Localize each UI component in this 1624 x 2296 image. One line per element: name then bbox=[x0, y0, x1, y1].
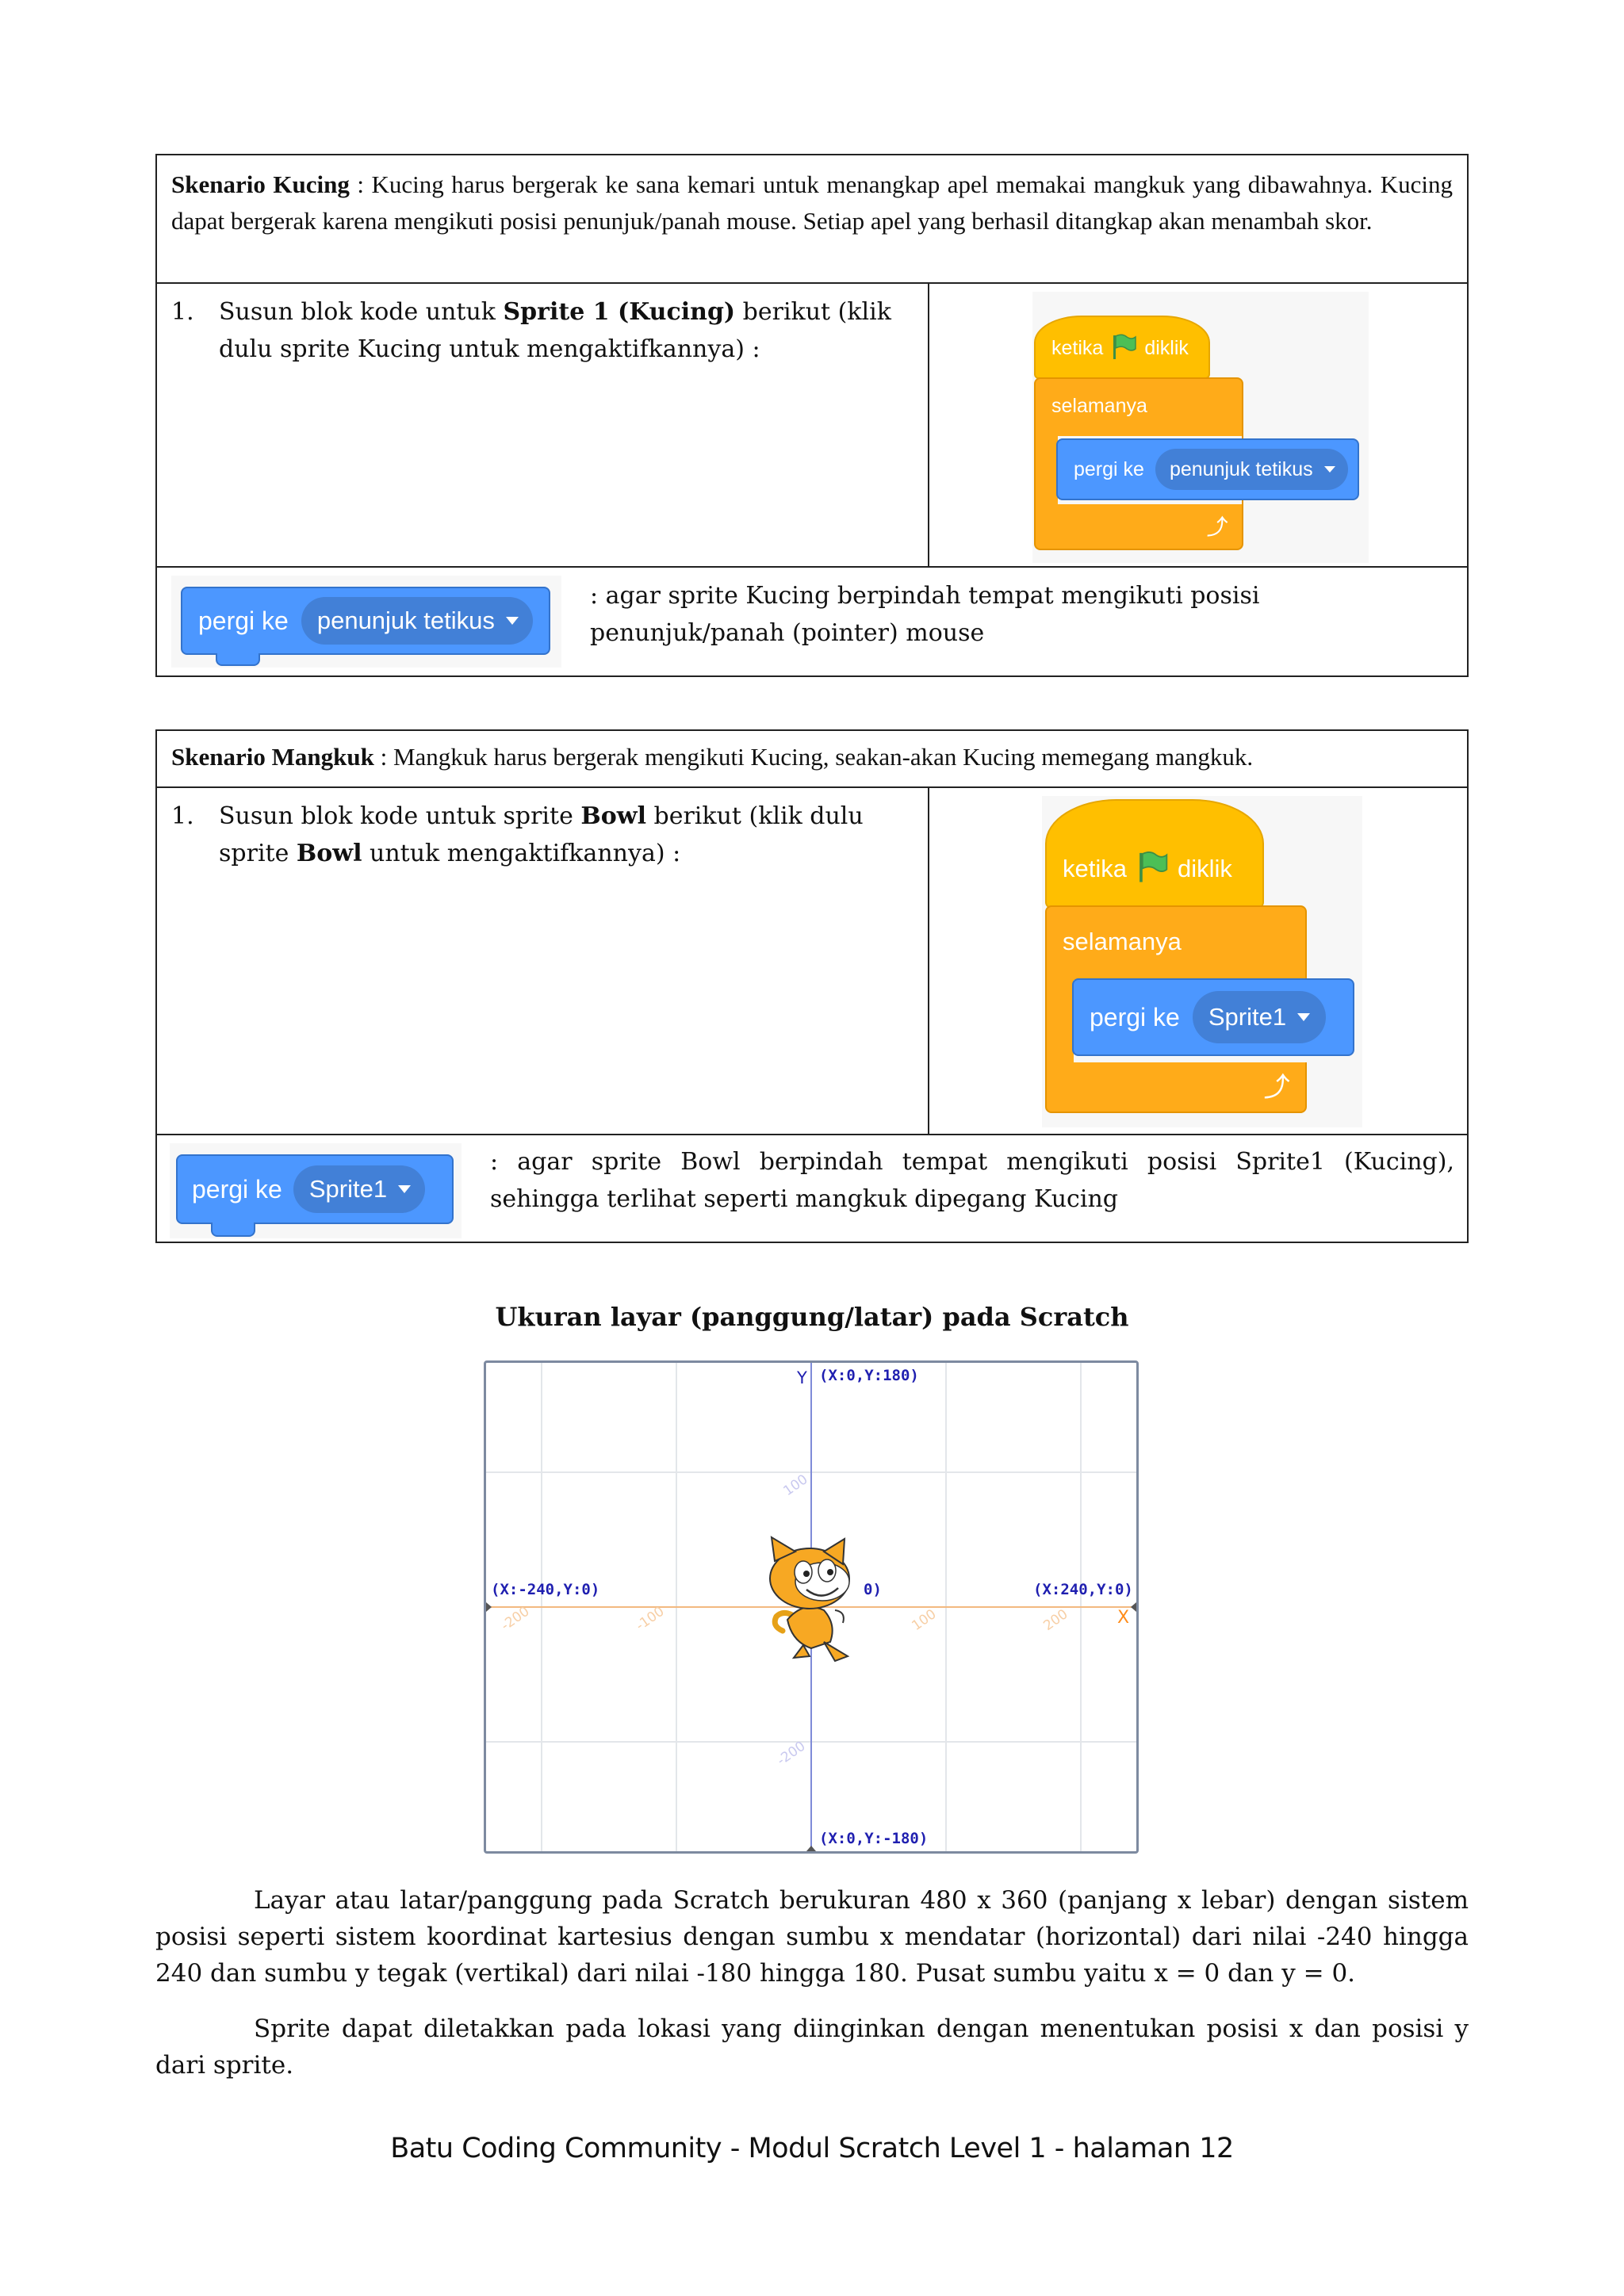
bowl-desc-goto-block bbox=[176, 1154, 454, 1224]
cat-desc-text: : agar sprite Kucing berpindah tempat mengikuti posisi penunjuk/panah (pointer) mouse bbox=[590, 582, 1260, 647]
bowl-desc-row bbox=[157, 1134, 1467, 1245]
bowl-forever-label: selamanya bbox=[1063, 928, 1182, 955]
cat-scenario-title: Skenario Kucing bbox=[171, 170, 350, 198]
page-footer: Batu Coding Community - Modul Scratch Level 1 - halaman 12 bbox=[390, 2133, 1234, 2164]
cat-desc-goto-dropdown[interactable] bbox=[301, 597, 533, 645]
right-coord-label: (X:240,Y:0) bbox=[1033, 1581, 1133, 1598]
bowl-goto-block bbox=[1072, 978, 1354, 1056]
left-coord-label: (X:-240,Y:0) bbox=[491, 1581, 600, 1598]
cat-desc-goto-label: pergi ke bbox=[198, 606, 289, 635]
bowl-step-sprite-2: Bowl bbox=[296, 840, 362, 867]
cat-code-block bbox=[1032, 292, 1369, 563]
y-tick-minus-200: -200 bbox=[774, 1738, 809, 1770]
cat-step-sprite: Sprite 1 (Kucing) bbox=[503, 298, 736, 326]
scratch-stage-diagram bbox=[484, 1360, 1139, 1854]
cat-step-row bbox=[157, 282, 1467, 566]
loop-arrow-icon: ⤴ bbox=[1263, 1072, 1289, 1102]
paragraph-stage-size: Layar atau latar/panggung pada Scratch berukuran 480 x 360 (panjang x lebar) dengan sistem posisi seperti sistem koordinat kartesius dengan sumbu x mendatar (horizontal) dari nilai -240 hingga 240 dan sumbu y tegak (vertikal) dari nilai -180 hingga 180. Pusat sumbu yaitu x = 0 dan y = 0. bbox=[155, 1886, 1469, 1988]
cat-hat-label-clicked: diklik bbox=[1144, 337, 1189, 359]
x-axis-label: X bbox=[1117, 1608, 1130, 1628]
bowl-desc-goto-target: Sprite1 bbox=[308, 1175, 388, 1203]
x-tick-minus-100: -100 bbox=[633, 1603, 668, 1635]
bowl-goto-target: Sprite1 bbox=[1208, 1003, 1287, 1031]
cat-step-number: 1. bbox=[171, 298, 194, 326]
bowl-hat-label-clicked: diklik bbox=[1177, 855, 1232, 882]
cat-scenario-table bbox=[155, 154, 1469, 677]
figure-title: Ukuran layar (panggung/latar) pada Scratch bbox=[495, 1302, 1129, 1332]
bowl-goto-dropdown[interactable] bbox=[1193, 991, 1326, 1043]
chevron-down-icon bbox=[1324, 466, 1335, 473]
bowl-step bbox=[171, 798, 917, 872]
cat-sprite-icon bbox=[770, 1537, 849, 1661]
x-tick-100: 100 bbox=[909, 1606, 940, 1635]
top-coord-label: (X:0,Y:180) bbox=[819, 1367, 919, 1384]
chevron-down-icon bbox=[1297, 1013, 1310, 1021]
cat-forever-label: selamanya bbox=[1051, 395, 1147, 417]
bowl-desc-goto-label: pergi ke bbox=[192, 1174, 282, 1203]
bowl-goto-label: pergi ke bbox=[1090, 1002, 1180, 1031]
cat-goto-label: pergi ke bbox=[1074, 457, 1144, 480]
cat-desc-row bbox=[157, 566, 1467, 675]
chevron-down-icon bbox=[398, 1185, 411, 1193]
y-axis-label: Y bbox=[797, 1368, 807, 1387]
bowl-step-text-c: untuk mengaktifkannya) : bbox=[362, 840, 681, 867]
bowl-scenario-text: : Mangkuk harus bergerak mengikuti Kucing, seakan-akan Kucing memegang mangkuk. bbox=[373, 743, 1254, 771]
stage-grid bbox=[486, 1363, 1136, 1851]
bottom-coord-label: (X:0,Y:-180) bbox=[819, 1830, 929, 1847]
cat-desc-block bbox=[171, 576, 561, 668]
bowl-step-text-a: Susun blok kode untuk sprite bbox=[219, 802, 581, 830]
cat-desc-goto-target: penunjuk tetikus bbox=[316, 607, 495, 634]
bowl-desc-goto-dropdown[interactable] bbox=[293, 1165, 425, 1213]
cat-goto-block bbox=[1056, 438, 1359, 500]
paragraph-sprite-position: Sprite dapat diletakkan pada lokasi yang diinginkan dengan menentukan posisi x dan posisi y dari sprite. bbox=[155, 2015, 1469, 2080]
cat-step-text-b: berikut (klik dulu sprite Kucing untuk mengaktifkannya) : bbox=[219, 298, 891, 363]
cat-step-text-a: Susun blok kode untuk bbox=[219, 298, 504, 326]
cat-step-cell bbox=[157, 284, 929, 566]
bowl-scenario-title: Skenario Mangkuk bbox=[171, 743, 374, 771]
bowl-step-number: 1. bbox=[171, 802, 194, 830]
bowl-scenario-row bbox=[157, 731, 1467, 786]
bowl-step-cell bbox=[157, 788, 929, 1134]
cat-scenario-text: : Kucing harus bergerak ke sana kemari untuk menangkap apel memakai mangkuk yang dibawahnya. Kucing dapat bergerak karena mengikuti posisi penunjuk/panah mouse. Setiap apel yang berhasil ditangkap akan menambah skor. bbox=[171, 170, 1453, 235]
bowl-hat-block bbox=[1045, 799, 1264, 909]
x-tick-200: 200 bbox=[1040, 1606, 1071, 1635]
chevron-down-icon bbox=[506, 617, 519, 625]
y-tick-100: 100 bbox=[780, 1471, 811, 1500]
bowl-code-block bbox=[1042, 796, 1362, 1127]
loop-arrow-icon: ⤴ bbox=[1206, 516, 1228, 540]
cat-goto-dropdown[interactable] bbox=[1155, 449, 1348, 490]
cat-step bbox=[171, 293, 917, 368]
cat-hat-block bbox=[1034, 316, 1210, 379]
x-tick-minus-200: -200 bbox=[498, 1603, 533, 1635]
bowl-desc-text: : agar sprite Bowl berpindah tempat mengikuti posisi Sprite1 (Kucing), sehingga terlihat seperti mangkuk dipegang Kucing bbox=[490, 1148, 1454, 1213]
bowl-step-row bbox=[157, 786, 1467, 1134]
green-flag-icon bbox=[1109, 333, 1138, 360]
bowl-scenario-table bbox=[155, 729, 1469, 1243]
cat-scenario-row bbox=[157, 155, 1467, 282]
bowl-hat-label-when: ketika bbox=[1063, 855, 1127, 882]
green-flag-icon bbox=[1135, 850, 1170, 883]
center-coord-label: 0) bbox=[864, 1581, 882, 1598]
bowl-step-text-b: berikut (klik dulu sprite bbox=[219, 802, 864, 867]
bowl-step-sprite: Bowl bbox=[580, 802, 646, 830]
cat-goto-target: penunjuk tetikus bbox=[1169, 457, 1313, 480]
cat-desc-goto-block bbox=[181, 587, 550, 655]
bowl-desc-block bbox=[170, 1143, 462, 1238]
cat-hat-label-when: ketika bbox=[1051, 337, 1104, 359]
